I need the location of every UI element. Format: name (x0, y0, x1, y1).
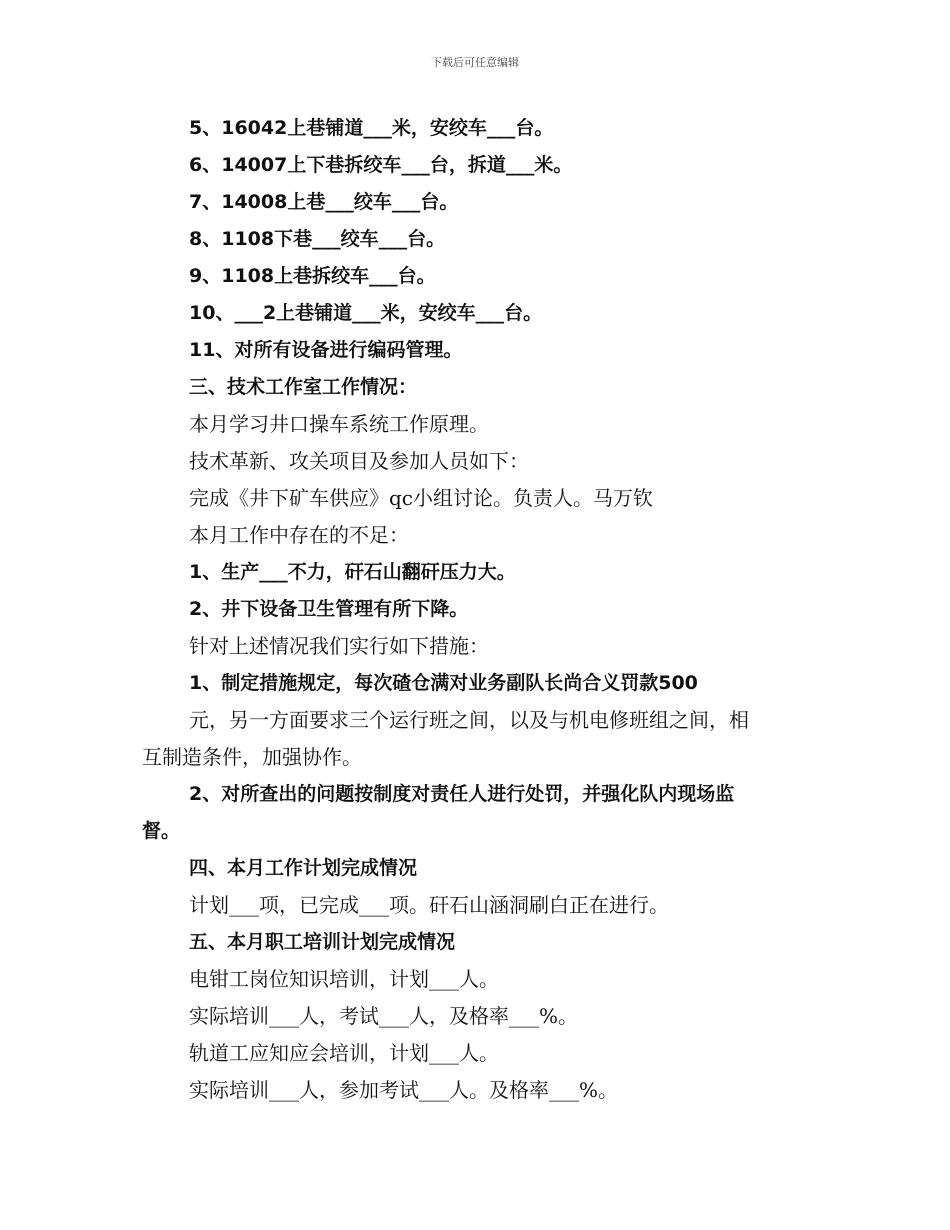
shortcoming-2: 2、井下设备卫生管理有所下降。 (189, 598, 469, 620)
page-header: 下载后可任意编辑 (431, 56, 519, 69)
item-11: 11、对所有设备进行编码管理。 (189, 339, 463, 361)
measure-2-cont: 督。 (142, 820, 181, 842)
item-5: 5、16042上巷铺道___米，安绞车___台。 (189, 117, 554, 139)
item-9: 9、1108上巷拆绞车___台。 (189, 265, 436, 287)
section-heading-4: 四、本月工作计划完成情况 (189, 857, 418, 879)
document-body (142, 110, 812, 1109)
shortcoming-1: 1、生产___不力，矸石山翻矸压力大。 (189, 561, 516, 583)
item-8: 8、1108下巷___绞车___台。 (189, 228, 446, 250)
training-electric-plan: 电钳工岗位知识培训，计划___人。 (189, 967, 499, 991)
item-7: 7、14008上巷___绞车___台。 (189, 191, 459, 213)
training-electric-actual: 实际培训___人，考试___人，及格率___%。 (189, 1004, 579, 1028)
measure-1-cont-b: 互制造条件，加强协作。 (142, 745, 362, 769)
section-heading-3: 三、技术工作室工作情况： (189, 376, 418, 398)
item-10: 10、___2上巷铺道___米，安绞车___台。 (189, 302, 543, 324)
measure-2: 2、对所查出的问题按制度对责任人进行处罚，并强化队内现场监 (189, 783, 735, 805)
paragraph-innovation: 技术革新、攻关项目及参加人员如下： (189, 449, 529, 473)
paragraph-qc-group: 完成《井下矿车供应》qc小组讨论。负责人。马万钦 (189, 486, 654, 510)
paragraph-shortcomings: 本月工作中存在的不足： (189, 523, 409, 547)
paragraph-study: 本月学习井口操车系统工作原理。 (189, 412, 489, 436)
item-6: 6、14007上下巷拆绞车___台，拆道___米。 (189, 154, 573, 176)
training-track-actual: 实际培训___人，参加考试___人。及格率___%。 (189, 1078, 619, 1102)
paragraph-measures: 针对上述情况我们实行如下措施： (189, 634, 489, 658)
measure-1: 1、制定措施规定，每次碴仓满对业务副队长尚合义罚款500 (189, 672, 698, 694)
training-track-plan: 轨道工应知应会培训，计划___人。 (189, 1041, 499, 1065)
measure-1-cont-a: 元，另一方面要求三个运行班之间，以及与机电修班组之间，相 (189, 708, 749, 732)
section-heading-5: 五、本月职工培训计划完成情况 (189, 931, 456, 953)
paragraph-plan: 计划___项，已完成___项。矸石山涵洞刷白正在进行。 (189, 893, 669, 917)
